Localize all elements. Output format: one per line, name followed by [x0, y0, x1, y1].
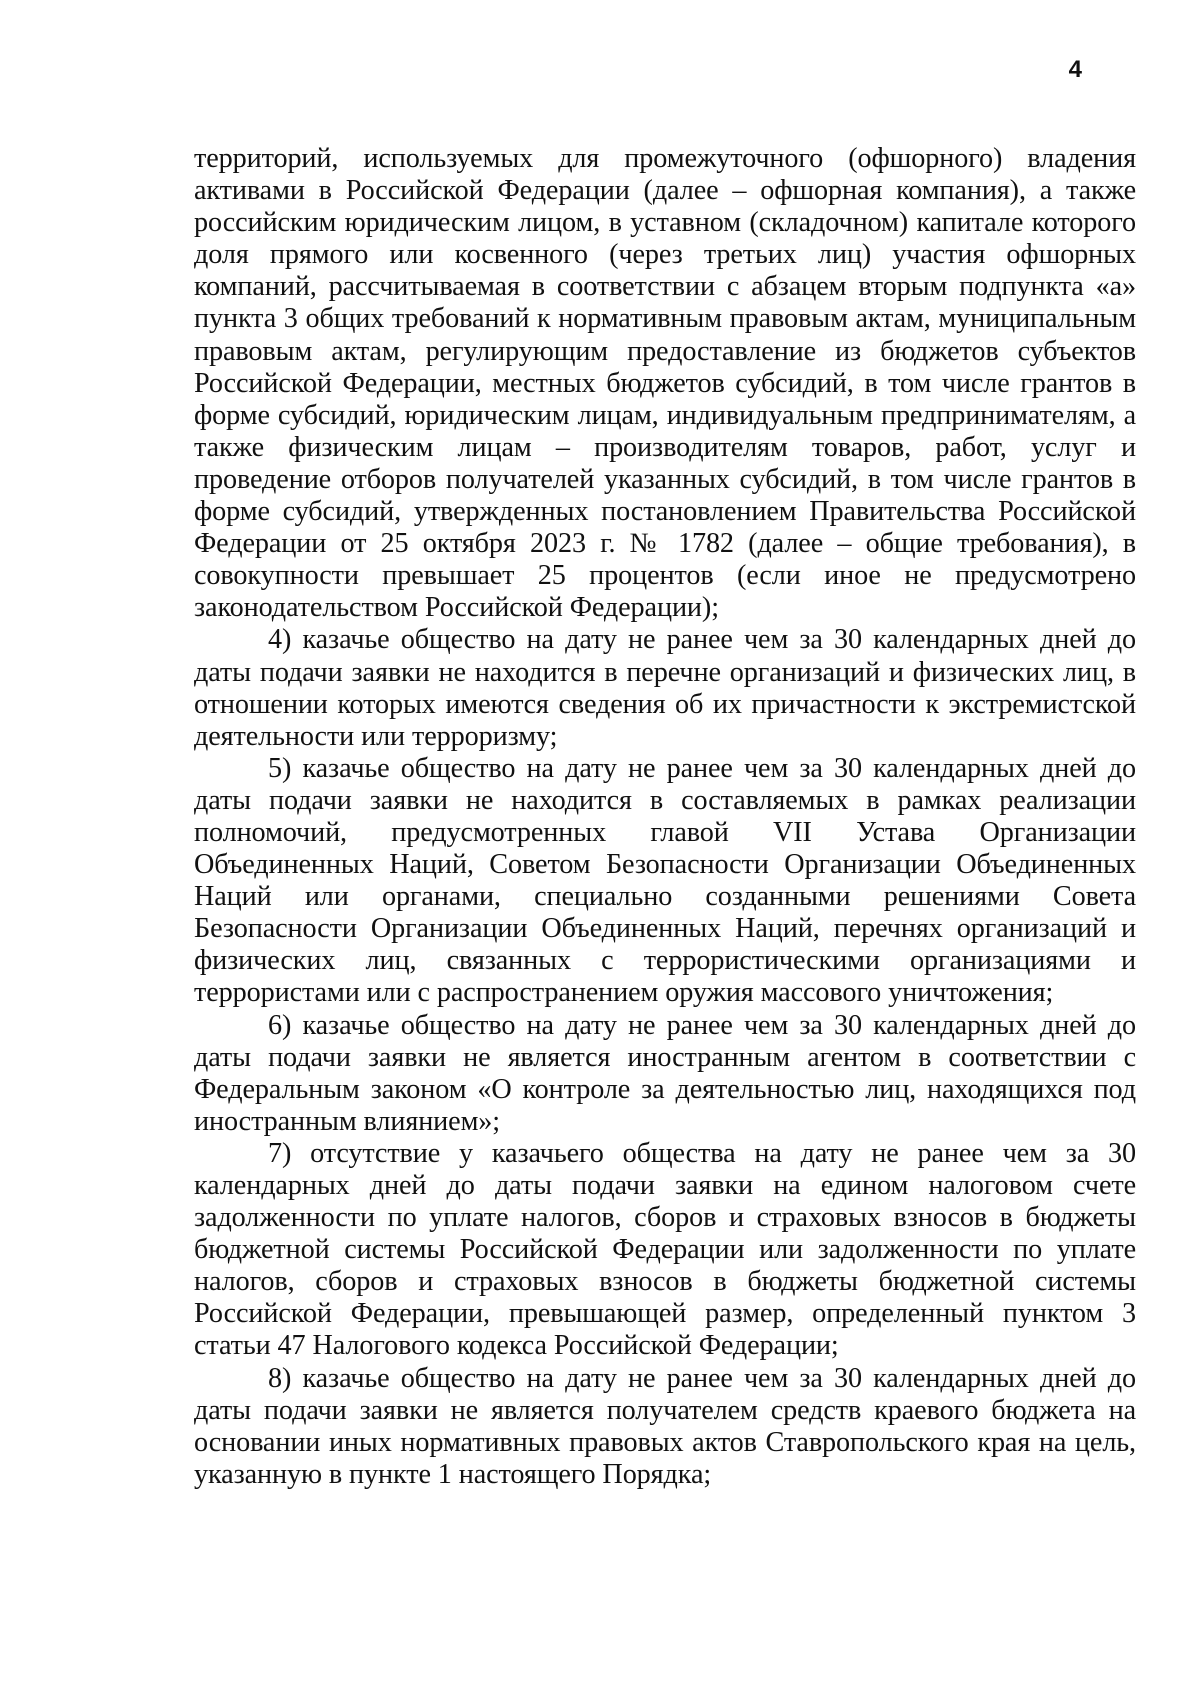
- paragraph-item-4: 4) казачье общество на дату не ранее чем за 30 календарных дней до даты подачи заявки не находится в перечне организаций и физических лиц, в отношении которых имеются сведения об их причастности к экстремистской деятельности или терроризму;: [194, 624, 1136, 752]
- paragraph-item-7: 7) отсутствие у казачьего общества на дату не ранее чем за 30 календарных дней до даты подачи заявки на едином налоговом счете задолженности по уплате налогов, сборов и страховых взносов в бюджеты бюджетной системы Российской Федерации или задолженности по уплате налогов, сборов и страховых взносов в бюджеты бюджетной системы Российской Федерации, превышающей размер, определенный пунктом 3 статьи 47 Налогового кодекса Российской Федерации;: [194, 1137, 1136, 1362]
- document-body: [194, 143, 1136, 1491]
- paragraph-item-5: 5) казачье общество на дату не ранее чем за 30 календарных дней до даты подачи заявки не находится в составляемых в рамках реализации полномочий, предусмотренных главой VII Устава Организации Объединенных Наций, Советом Безопасности Организации Объединенных Наций или органами, специально созданными решениями Совета Безопасности Организации Объединенных Наций, перечнях организаций и физических лиц, связанных с террористическими организациями и террористами или с распространением оружия массового уничтожения;: [194, 752, 1136, 1009]
- page-number: 4: [1068, 56, 1082, 83]
- paragraph-continuation: территорий, используемых для промежуточного (офшорного) владения активами в Российской Федерации (далее – офшорная компания), а также российским юридическим лицом, в уставном (складочном) капитале которого доля прямого или косвенного (через третьих лиц) участия офшорных компаний, рассчитываемая в соответствии с абзацем вторым подпункта «а» пункта 3 общих требований к нормативным правовым актам, муниципальным правовым актам, регулирующим предоставление из бюджетов субъектов Российской Федерации, местных бюджетов субсидий, в том числе грантов в форме субсидий, юридическим лицам, индивидуальным предпринимателям, а также физическим лицам – производителям товаров, работ, услуг и проведение отборов получателей указанных субсидий, в том числе грантов в форме субсидий, утвержденных постановлением Правительства Российской Федерации от 25 октября 2023 г. № 1782 (далее – общие требования), в совокупности превышает 25 процентов (если иное не предусмотрено законодательством Российской Федерации);: [194, 143, 1136, 624]
- paragraph-item-6: 6) казачье общество на дату не ранее чем за 30 календарных дней до даты подачи заявки не является иностранным агентом в соответствии с Федеральным законом «О контроле за деятельностью лиц, находящихся под иностранным влиянием»;: [194, 1009, 1136, 1137]
- paragraph-item-8: 8) казачье общество на дату не ранее чем за 30 календарных дней до даты подачи заявки не является получателем средств краевого бюджета на основании иных нормативных правовых актов Ставропольского края на цель, указанную в пункте 1 настоящего Порядка;: [194, 1362, 1136, 1490]
